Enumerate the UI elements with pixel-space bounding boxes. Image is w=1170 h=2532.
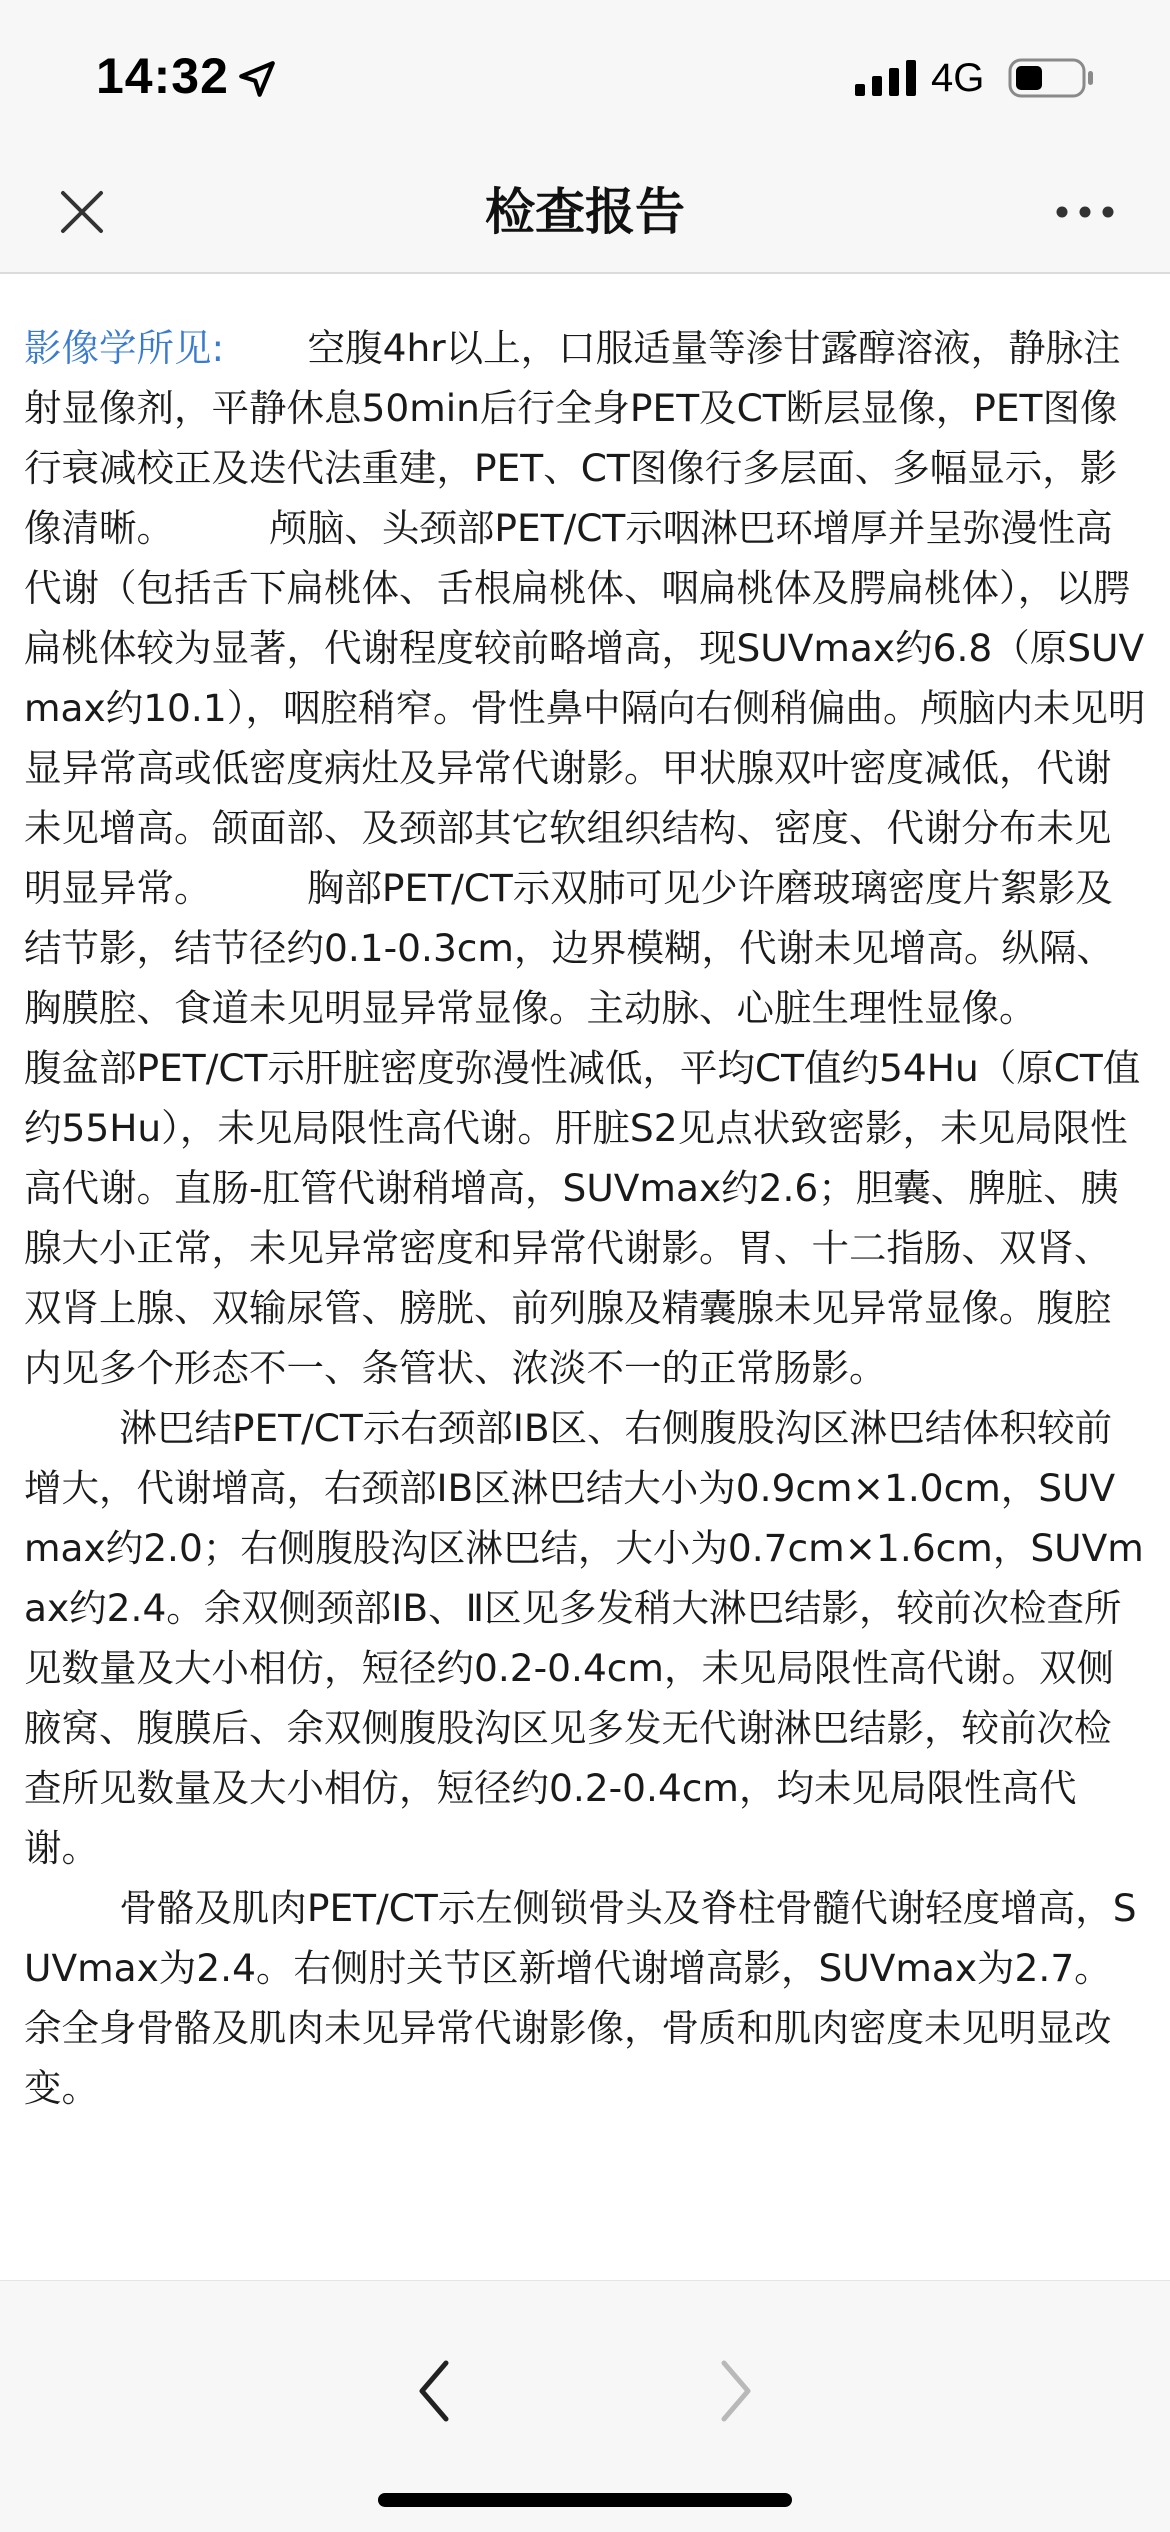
back-button[interactable] <box>400 2351 470 2431</box>
network-label: 4G <box>931 56 985 100</box>
location-arrow-icon <box>236 58 278 100</box>
signal-bars-icon <box>855 60 917 96</box>
navigation-bar <box>0 150 1170 274</box>
report-text <box>24 318 1146 2118</box>
report-body: 空腹4hr以上，口服适量等渗甘露醇溶液，静脉注射显像剂，平静休息50min后行全身PET及CT断层显像，PET图像行衰减校正及迭代法重建，PET、CT图像行多层面、多幅显示，影像清晰。 颅脑、头颈部PET/CT示咽淋巴环增厚并呈弥漫性高代谢（包括舌下扁桃体、舌根扁桃体、咽扁桃体及腭扁桃体），以腭扁桃体较为显著，代谢程度较前略增高，现SUVmax约6.8（原SUVmax约10.1），咽腔稍窄。骨性鼻中隔向右侧稍偏曲。颅脑内未见明显异常高或低密度病灶及异常代谢影。甲状腺双叶密度减低，代谢未见增高。颌面部、及颈部其它软组织结构、密度、代谢分布未见明显异常。 胸部PET/CT示双肺可见少许磨玻璃密度片絮影及结节影，结节径约0.1-0.3cm，边界模糊，代谢未见增高。纵隔、胸膜腔、食道未见明显异常显像。主动脉、心脏生理性显像。 腹盆部PET/CT示肝脏密度弥漫性减低，平均CT值约54Hu（原CT值约55Hu），未见局限性高代谢。肝脏S2见点状致密影，未见局限性高代谢。直肠-肛管代谢稍增高，SUVmax约2.6；胆囊、脾脏、胰腺大小正常，未见异常密度和异常代谢影。胃、十二指肠、双肾、双肾上腺、双输尿管、膀胱、前列腺及精囊腺未见异常显像。腹腔内见多个形态不一、条管状、浓淡不一的正常肠影。 淋巴结PET/CT示右颈部ⅠB区、右侧腹股沟区淋巴结体积较前增大，代谢增高，右颈部ⅠB区淋巴结大小为0.9cm×1.0cm，SUVmax约2.0；右侧腹股沟区淋巴结，大小为0.7cm×1.6cm，SUVmax约2.4。余双侧颈部ⅠB、Ⅱ区见多发稍大淋巴结影，较前次检查所见数量及大小相仿，短径约0.2-0.4cm，未见局限性高代谢。双侧腋窝、腹膜后、余双侧腹股沟区见多发无代谢淋巴结影，较前次检查所见数量及大小相仿，短径约0.2-0.4cm，均未见局限性高代谢。 骨骼及肌肉PET/CT示左侧锁骨头及脊柱骨髓代谢轻度增高，SUVmax为2.4。右侧肘关节区新增代谢增高影，SUVmax为2.7。余全身骨骼及肌肉未见异常代谢影像，骨质和肌肉密度未见明显改变。 <box>24 326 1146 2110</box>
home-indicator[interactable] <box>378 2493 792 2507</box>
chevron-right-icon <box>700 2351 770 2431</box>
status-time: 14:32 <box>96 48 229 104</box>
battery-icon <box>1008 57 1094 99</box>
page-title: 检查报告 <box>485 183 685 241</box>
section-label: 影像学所见: <box>24 326 225 370</box>
chevron-left-icon <box>400 2351 470 2431</box>
more-button[interactable] <box>1040 172 1130 252</box>
status-bar <box>0 0 1170 150</box>
forward-button[interactable] <box>700 2351 770 2431</box>
report-content[interactable] <box>0 274 1170 2280</box>
more-icon <box>1056 206 1114 218</box>
